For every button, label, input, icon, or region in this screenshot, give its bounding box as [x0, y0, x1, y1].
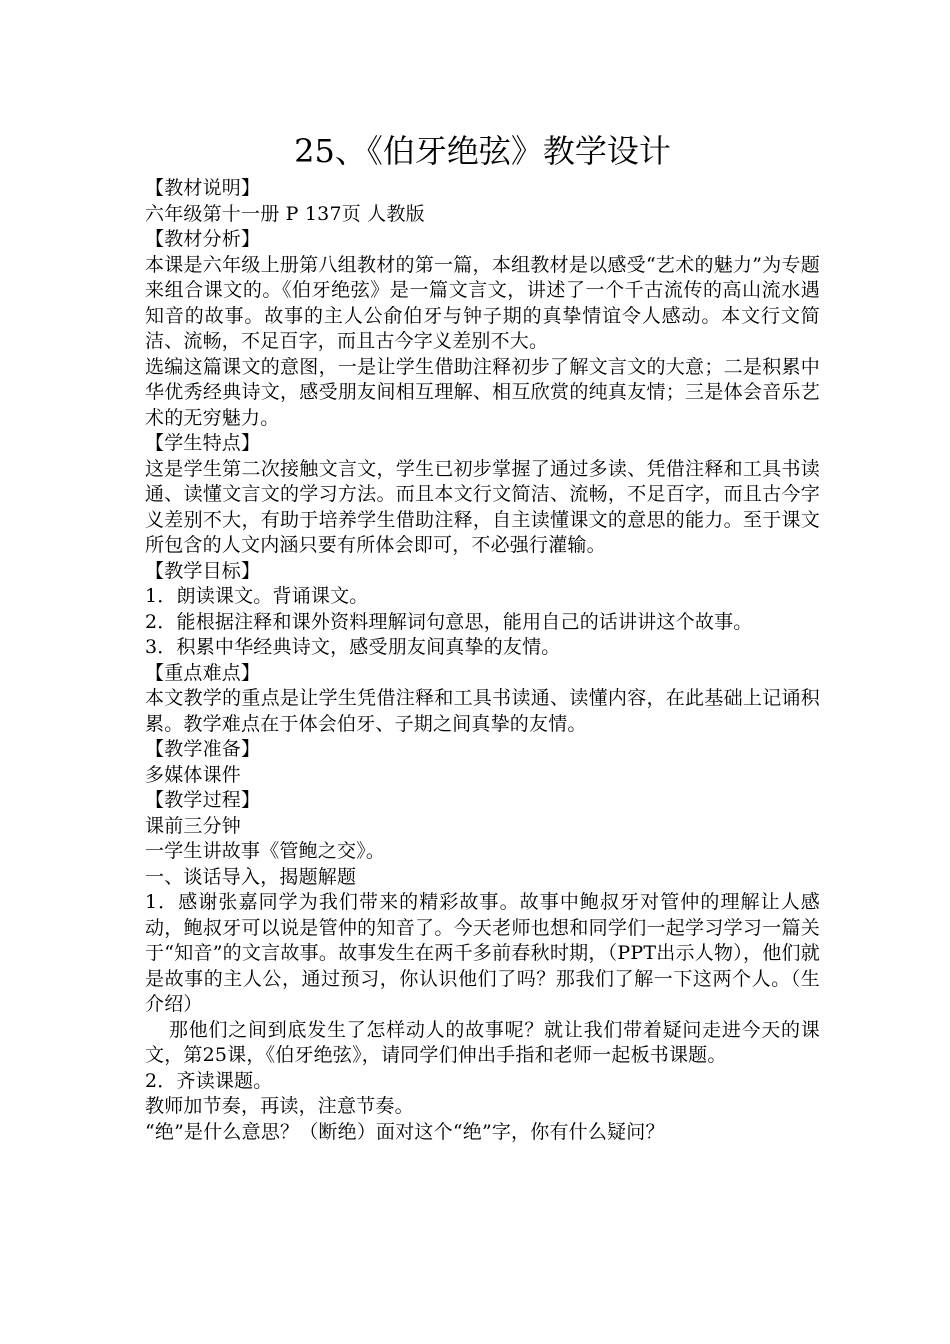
process-paragraph-5: “绝”是什么意思？（断绝）面对这个“绝”字，你有什么疑问？ [145, 1120, 665, 1143]
focus-paragraph: 本文教学的重点是让学生凭借注释和工具书读通、读懂内容，在此基础上记诵积累。教学难点在于体会伯牙、子期之间真挚的友情。 [145, 687, 820, 735]
analysis-paragraph-2: 选编这篇课文的意图，一是让学生借助注释初步了解文言文的大意；二是积累中华优秀经典诗文，感受朋友间相互理解、相互欣赏的纯真友情；三是体会音乐艺术的无穷魅力。 [145, 355, 820, 429]
section-heading-textbook: 【教材说明】 [145, 177, 261, 199]
document-body [145, 176, 820, 1145]
process-step-1-heading: 一、谈话导入，揭题解题 [145, 865, 357, 888]
goal-item-3: 3．积累中华经典诗文，感受朋友间真挚的友情。 [145, 636, 561, 658]
section-heading-students: 【学生特点】 [145, 432, 261, 454]
analysis-paragraph-1: 本课是六年级上册第八组教材的第一篇，本组教材是以感受“艺术的魅力”为专题来组合课文的。《伯牙绝弦》是一篇文言文，讲述了一个千古流传的高山流水遇知音的故事。故事的主人公俞伯牙与钟子期的真挚情谊令人感动。本文行文简洁、流畅，不足百字，而且古今字义差别不大。 [145, 253, 820, 352]
process-line-story: 一学生讲故事《管鲍之交》。 [145, 840, 386, 862]
textbook-info: 六年级第十一册 P 137页 人教版 [145, 202, 425, 225]
preparation-item: 多媒体课件 [145, 763, 242, 786]
process-paragraph-2: 那他们之间到底发生了怎样动人的故事呢？就让我们带着疑问走进今天的课文，第25课，《伯牙绝弦》，请同学们伸出手指和老师一起板书课题。 [145, 1018, 820, 1066]
goal-item-1: 1．朗读课文。背诵课文。 [145, 585, 369, 607]
section-heading-analysis: 【教材分析】 [145, 228, 261, 250]
section-heading-preparation: 【教学准备】 [145, 738, 261, 760]
students-paragraph: 这是学生第二次接触文言文，学生已初步掌握了通过多读、凭借注释和工具书读通、读懂文言文的学习方法。而且本文行文简洁、流畅，不足百字，而且古今字义差别不大，有助于培养学生借助注释，自主读懂课文的意思的能力。至于课文所包含的人文内涵只要有所体会即可，不必强行灌输。 [145, 457, 820, 556]
process-line-pre-class: 课前三分钟 [145, 814, 242, 837]
goal-item-2: 2．能根据注释和课外资料理解词句意思，能用自己的话讲讲这个故事。 [145, 610, 753, 633]
section-heading-process: 【教学过程】 [145, 789, 261, 811]
process-paragraph-3: 2．齐读课题。 [145, 1069, 273, 1092]
process-paragraph-4: 教师加节奏，再读，注意节奏。 [145, 1095, 414, 1117]
section-heading-focus: 【重点难点】 [145, 661, 261, 684]
document-title: 25、《伯牙绝弦》教学设计 [294, 132, 671, 170]
process-paragraph-1: 1．感谢张嘉同学为我们带来的精彩故事。故事中鲍叔牙对管仲的理解让人感动，鲍叔牙可以说是管仲的知音了。今天老师也想和同学们一起学习学习一篇关于“知音”的文言故事。故事发生在两千多前春秋时期，（PPT出示人物），他们就是故事的主人公，通过预习，你认识他们了吗？那我们了解一下这两个人。（生介绍） [145, 891, 820, 1015]
section-heading-goals: 【教学目标】 [145, 559, 261, 582]
